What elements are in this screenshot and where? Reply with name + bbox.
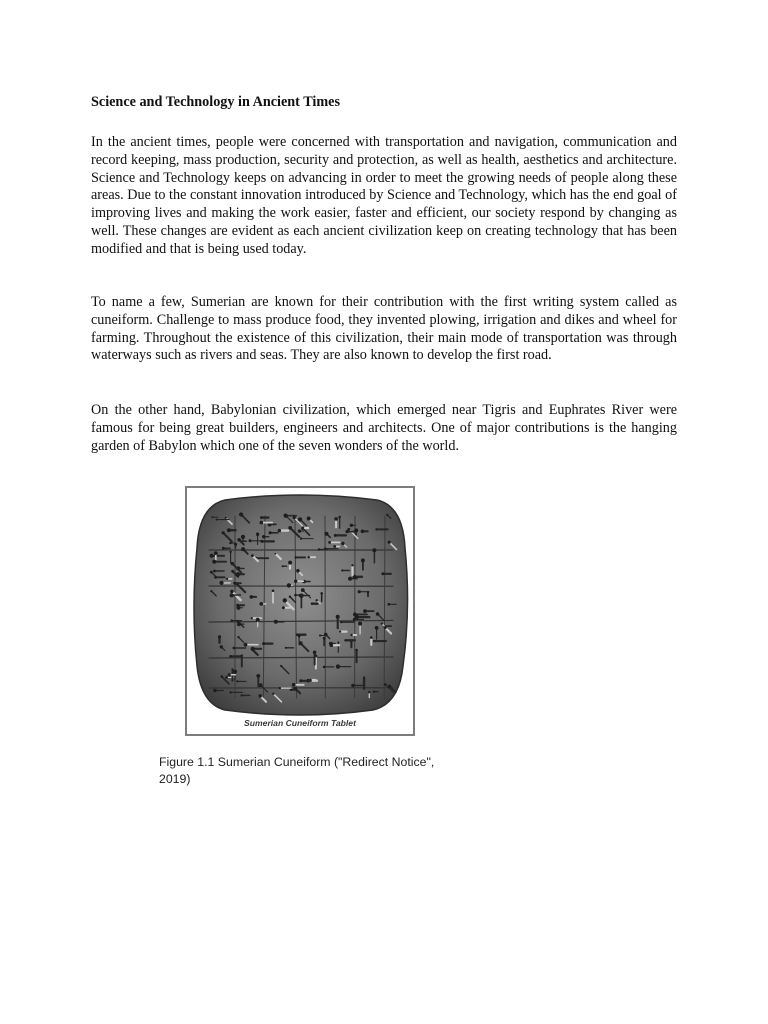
figure-caption-line-1: Figure 1.1 Sumerian Cuneiform ("Redirect Notice", [159,755,435,769]
cuneiform-tablet-illustration [187,488,413,734]
figure-image [185,486,415,736]
paragraph-intro: In the ancient times, people were concerned with transportation and navigation, communication and record keeping, mass production, security and protection, as well as health, aesthetics and architecture. Science and Technology keeps on advancing in order to meet the growing needs of people along these areas. Due to the constant innovation introduced by Science and Technology, which has the end goal of improving lives and making the work easier, faster and efficient, our society respond by changing as well. These changes are evident as each ancient civilization keep on creating technology that has been modified and that is being used today. [91,134,677,257]
paragraph-babylonian: On the other hand, Babylonian civilization, which emerged near Tigris and Euphrates River were famous for being great builders, engineers and architects. One of major contributions is the hanging garden of Babylon which one of the seven wonders of the world. [91,402,677,454]
figure-caption [159,754,459,787]
figure-caption-line-2: 2019) [159,771,191,786]
paragraph-sumerian: To name a few, Sumerian are known for their contribution with the first writing system called as cuneiform. Challenge to mass produce food, they invented plowing, irrigation and dikes and wheel for farming. Throughout the existence of this civilization, their main mode of transportation was through waterways such as rivers and seas. They are also known to develop the first road. [91,294,677,364]
tablet-image-label: Sumerian Cuneiform Tablet [244,718,356,728]
document-title: Science and Technology in Ancient Times [91,94,340,110]
